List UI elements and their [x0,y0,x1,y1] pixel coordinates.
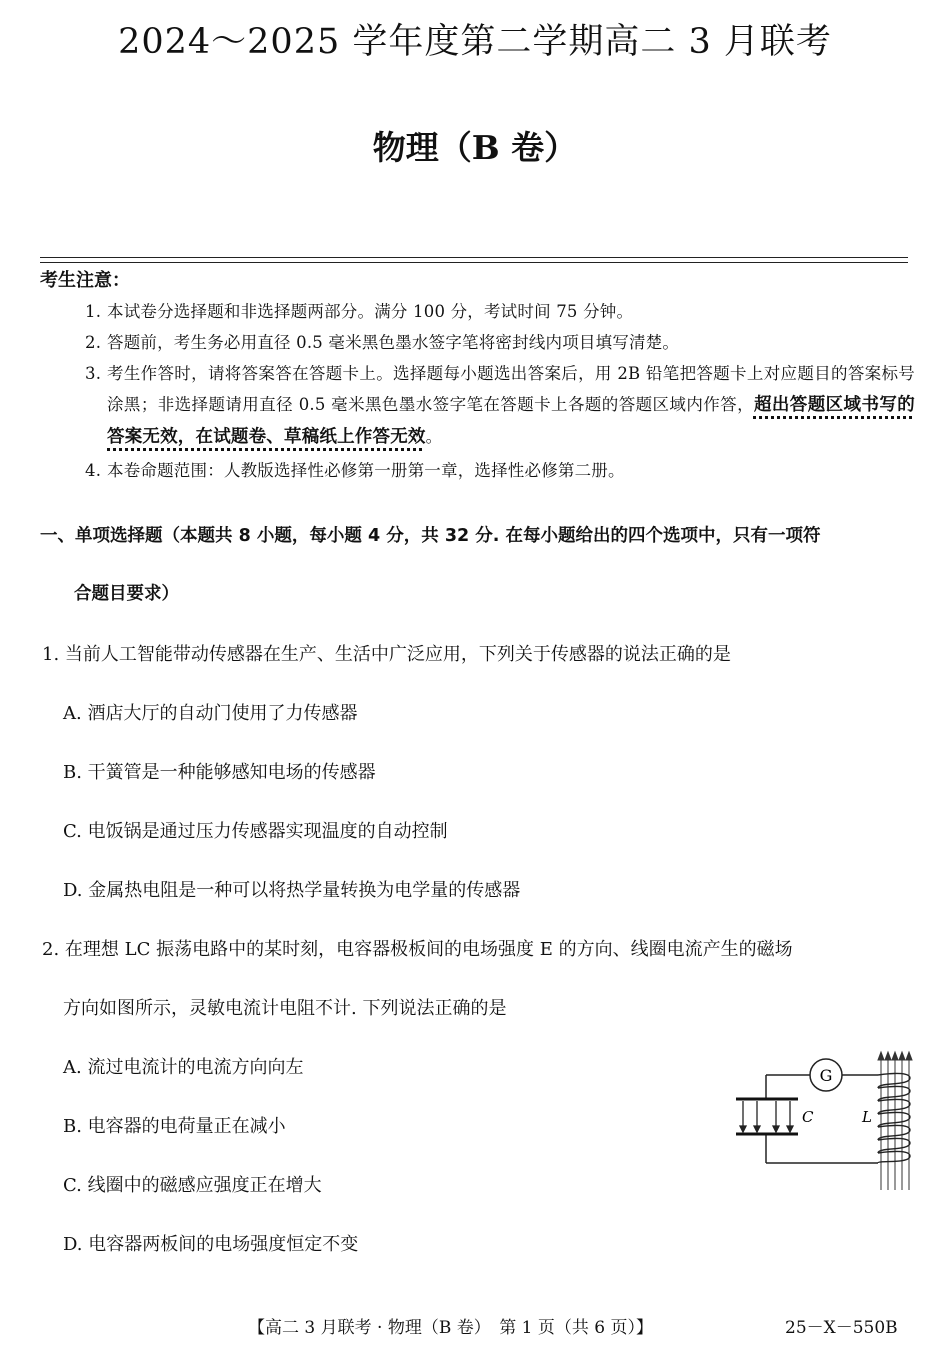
notice-item-text: 本试卷分选择题和非选择题两部分。满分 100 分，考试时间 75 分钟。 [107,302,634,321]
question-2-option-b: B. 电容器的电荷量正在减小 [63,1116,286,1137]
divider-double-bottom [40,262,908,263]
inductor-label: L [862,1108,872,1126]
question-1-stem: 1. 当前人工智能带动传感器在生产、生活中广泛应用，下列关于传感器的说法正确的是 [42,644,731,665]
page-footer: 【高二 3 月联考 · 物理（B 卷） 第 1 页（共 6 页）】 [248,1318,653,1338]
notice-item-number: 3. [85,364,102,383]
notice-item-1 [85,296,915,327]
question-1-option-d: D. 金属热电阻是一种可以将热学量转换为电学量的传感器 [63,880,521,901]
notice-item-text: 答题前，考生务必用直径 0.5 毫米黑色墨水签字笔将密封线内项目填写清楚。 [107,333,680,352]
section-heading-line2: 合题目要求） [74,584,179,604]
notice-item-number: 2. [85,333,102,352]
section-heading-line1: 一、单项选择题（本题共 8 小题，每小题 4 分，共 32 分. 在每小题给出的四个选项中，只有一项符 [40,526,821,546]
question-2-stem-line1: 2. 在理想 LC 振荡电路中的某时刻，电容器极板间的电场强度 E 的方向、线圈电流产生的磁场 [42,939,793,960]
capacitor-label: C [802,1108,814,1126]
paper-code: 25－X－550B [785,1318,898,1338]
question-2-option-d: D. 电容器两板间的电场强度恒定不变 [63,1234,359,1255]
exam-title: 2024～2025 学年度第二学期高二 3 月联考 [118,22,832,62]
exam-subtitle: 物理（B 卷） [372,128,578,167]
notice-heading: 考生注意： [40,270,130,291]
notice-item-text: 本卷命题范围：人教版选择性必修第一册第一章，选择性必修第二册。 [107,461,625,480]
notice-item-text [85,358,915,453]
notice-item-number: 4. [85,461,102,480]
divider-double-top [40,257,908,258]
question-1-option-a: A. 酒店大厅的自动门使用了力传感器 [63,703,358,724]
notice-item-number: 1. [85,302,102,321]
notice-item-4 [85,455,915,486]
question-2-option-a: A. 流过电流计的电流方向向左 [63,1057,304,1078]
notice-emphasis: 超出答题区域书写的答案无效，在试题卷、草稿纸上作答无效 [107,395,915,447]
inductor-coil-icon [878,1073,910,1163]
notice-item-2 [85,327,915,358]
question-2-option-c: C. 线圈中的磁感应强度正在增大 [63,1175,322,1196]
question-1-option-c: C. 电饭锅是通过压力传感器实现温度的自动控制 [63,821,448,842]
notice-item-3-text: 考生作答时，请将答案答在答题卡上。选择题每小题选出答案后，用 2B 铅笔把答题卡上对应题目的答案标号涂黑；非选择题请用直径 0.5 毫米黑色墨水签字笔在答题卡上各题的答题区域内作答， [107,364,915,414]
galvanometer-label: G [819,1066,833,1085]
lc-circuit-figure [728,1048,918,1196]
notice-item-3 [85,358,915,453]
question-2-stem-line2: 方向如图所示，灵敏电流计电阻不计. 下列说法正确的是 [63,998,507,1019]
electric-field-arrows [740,1101,793,1132]
question-1-option-b: B. 干簧管是一种能够感知电场的传感器 [63,762,376,783]
notice-item-3-end: 。 [425,427,443,446]
